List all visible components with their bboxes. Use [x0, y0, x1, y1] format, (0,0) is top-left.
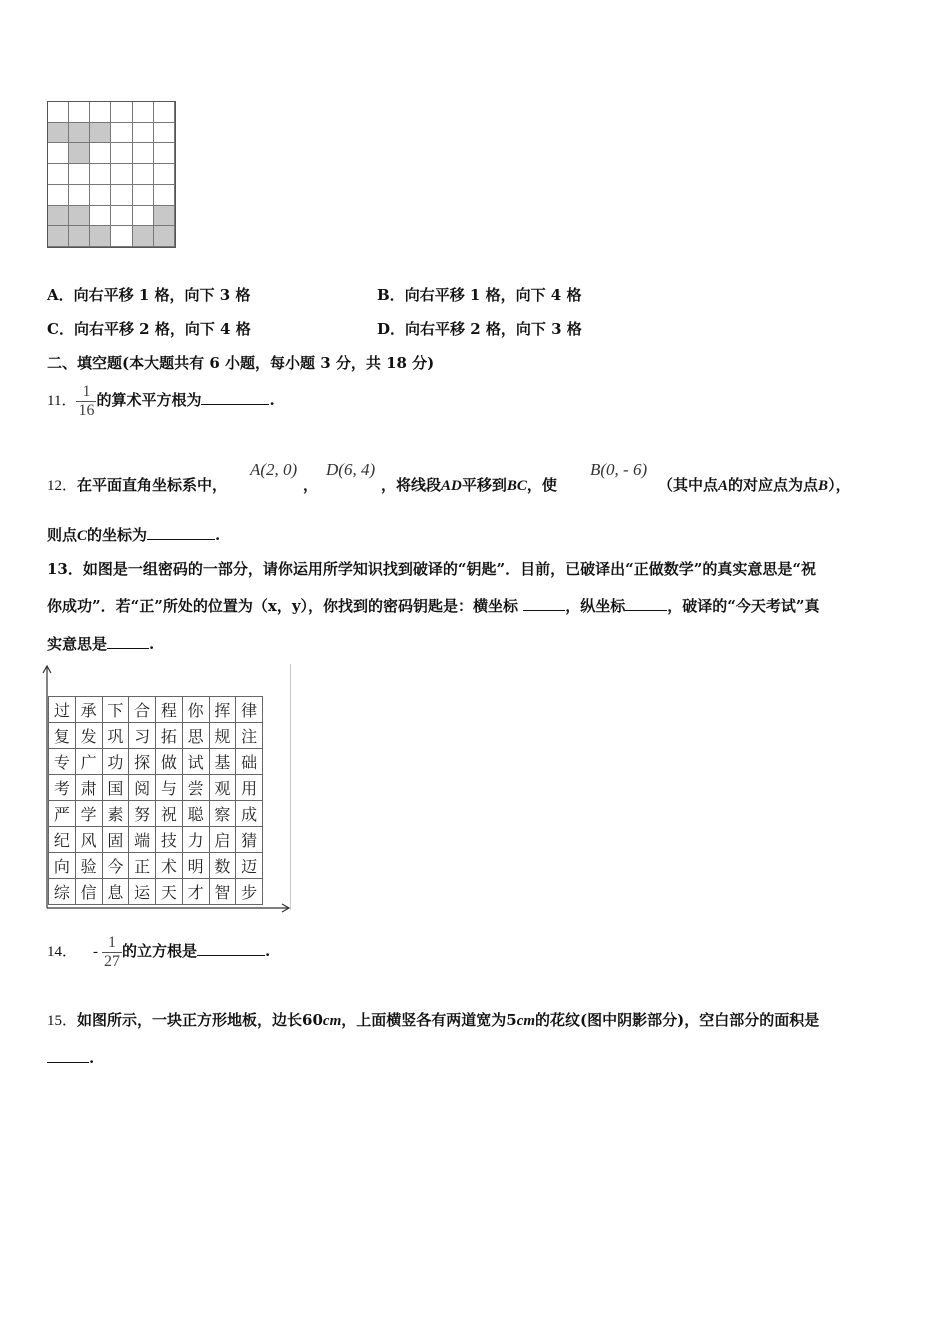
cipher-cell: 综 — [49, 879, 76, 905]
cipher-cell: 素 — [103, 801, 130, 827]
q12-seg-ad: AD — [441, 478, 462, 494]
shaded-grid-cell — [48, 206, 69, 227]
section-title: 二、填空题(本大题共有 6 小题，每小题 3 分，共 18 分) — [47, 354, 435, 372]
q12-text-2: ，将线段 — [381, 476, 442, 494]
option-d-text: 向右平移 2 格，向下 3 格 — [405, 320, 582, 338]
grid-cell — [133, 143, 154, 164]
grid-cell — [90, 102, 111, 123]
grid-cell — [90, 164, 111, 185]
cipher-cell: 功 — [103, 749, 130, 775]
question-14 — [47, 926, 270, 977]
q14-fraction — [102, 934, 122, 971]
shaded-grid-cell — [69, 226, 90, 247]
cipher-cell: 成 — [236, 801, 263, 827]
q14-text: 的立方根是 — [122, 942, 198, 960]
q15-value-1: 60 — [302, 1011, 323, 1029]
cipher-cell: 合 — [129, 697, 156, 723]
cipher-cell: 今 — [103, 853, 130, 879]
cipher-cell: 肃 — [76, 775, 103, 801]
q11-fraction — [76, 383, 96, 420]
cipher-cell: 才 — [183, 879, 210, 905]
cipher-cell: 努 — [129, 801, 156, 827]
cipher-cell: 注 — [236, 723, 263, 749]
option-a — [47, 285, 250, 305]
cipher-cell: 过 — [49, 697, 76, 723]
q12-line2-b: 的坐标为 — [87, 526, 148, 544]
shaded-grid-cell — [133, 226, 154, 247]
shaded-grid-cell — [154, 206, 175, 227]
q12-point-b-letter: B — [818, 478, 829, 494]
question-12-tail — [658, 475, 851, 496]
q12-point-a-letter: A — [718, 478, 729, 494]
grid-cell — [69, 185, 90, 206]
grid-cell — [90, 143, 111, 164]
cipher-cell: 验 — [76, 853, 103, 879]
q13-line3-a: 实意思是 — [47, 635, 108, 653]
cipher-cell: 你 — [183, 697, 210, 723]
q15-answer-blank[interactable] — [47, 1048, 89, 1063]
grid-cell — [133, 102, 154, 123]
question-12-line2 — [47, 525, 220, 546]
grid-cell — [133, 164, 154, 185]
cipher-cell: 数 — [210, 853, 237, 879]
q15-number: 15． — [47, 1013, 78, 1029]
q15-line2 — [47, 1048, 94, 1068]
q12-seg-bc: BC — [506, 478, 527, 494]
q13-line2 — [47, 596, 820, 616]
q15-value-2: 5 — [506, 1011, 517, 1029]
grid-cell — [133, 123, 154, 144]
q12-sep: ， — [303, 476, 319, 494]
cipher-cell: 拓 — [156, 723, 183, 749]
option-a-text: 向右平移 1 格，向下 3 格 — [73, 286, 251, 304]
q12-text-5: （其中点 — [658, 476, 719, 494]
q11-answer-blank[interactable] — [201, 390, 269, 405]
shaded-grid-cell — [90, 226, 111, 247]
q12-end: . — [215, 526, 221, 544]
cipher-cell: 与 — [156, 775, 183, 801]
cipher-cell: 广 — [76, 749, 103, 775]
cipher-cell: 考 — [49, 775, 76, 801]
cipher-cell: 息 — [103, 879, 130, 905]
cipher-cell: 猜 — [236, 827, 263, 853]
q13-line2-c: ，破译的“今天考试”真 — [667, 597, 820, 615]
q11-number: 11． — [47, 393, 77, 409]
cipher-cell: 用 — [236, 775, 263, 801]
q12-point-b: B(0, - 6) — [590, 460, 648, 479]
q12-line2-a: 则点 — [47, 526, 78, 544]
cipher-cell: 技 — [156, 827, 183, 853]
q11-end: . — [269, 391, 275, 409]
grid-figure — [47, 101, 176, 248]
cipher-cell: 风 — [76, 827, 103, 853]
q11-text: 的算术平方根为 — [96, 391, 202, 409]
q12-point-a: A(2, 0) — [250, 460, 298, 479]
grid-cell — [111, 123, 132, 144]
q13-blank-y[interactable] — [625, 596, 667, 611]
cipher-cell: 聪 — [183, 801, 210, 827]
grid-cell — [90, 206, 111, 227]
shaded-grid-cell — [90, 123, 111, 144]
q11-frac-num: 1 — [82, 382, 91, 400]
cipher-cell: 挥 — [210, 697, 237, 723]
q14-frac-den: 27 — [104, 952, 121, 970]
q12-point-c-letter: C — [77, 528, 88, 544]
option-b — [377, 285, 581, 305]
grid-cell — [111, 102, 132, 123]
shaded-grid-cell — [69, 206, 90, 227]
q14-sign: - — [93, 944, 99, 960]
cipher-cell: 端 — [129, 827, 156, 853]
grid-cell — [154, 102, 175, 123]
option-c-text: 向右平移 2 格，向下 4 格 — [73, 320, 251, 338]
cipher-cell: 承 — [76, 697, 103, 723]
cipher-cell: 迈 — [236, 853, 263, 879]
grid-cell — [48, 143, 69, 164]
question-12-mid — [381, 475, 557, 496]
q15-line1 — [47, 1010, 819, 1031]
cipher-cell: 纪 — [49, 827, 76, 853]
q13-line3-b: . — [149, 635, 155, 653]
grid-cell — [48, 164, 69, 185]
cipher-cell: 规 — [210, 723, 237, 749]
cipher-cell: 正 — [129, 853, 156, 879]
q14-end: . — [265, 942, 271, 960]
grid-cell — [69, 164, 90, 185]
cipher-cell: 试 — [183, 749, 210, 775]
cipher-cell: 律 — [236, 697, 263, 723]
shaded-grid-cell — [154, 226, 175, 247]
grid-cell — [111, 226, 132, 247]
q15-unit-1: cm — [322, 1013, 342, 1029]
q12-text-3: 平移到 — [461, 476, 507, 494]
cipher-cell: 思 — [183, 723, 210, 749]
cipher-cell: 国 — [103, 775, 130, 801]
cipher-cell: 巩 — [103, 723, 130, 749]
cipher-cell: 观 — [210, 775, 237, 801]
cipher-cell: 专 — [49, 749, 76, 775]
cipher-cell: 术 — [156, 853, 183, 879]
q12-number: 12． — [47, 478, 78, 494]
cipher-cell: 尝 — [183, 775, 210, 801]
grid-cell — [69, 102, 90, 123]
cipher-cell: 复 — [49, 723, 76, 749]
option-d-label: D． — [377, 320, 406, 338]
cipher-cell: 做 — [156, 749, 183, 775]
cipher-cell: 发 — [76, 723, 103, 749]
cipher-cell: 力 — [183, 827, 210, 853]
q12-text-7: ）， — [828, 476, 851, 494]
q13-blank-meaning[interactable] — [107, 634, 149, 649]
cipher-cell: 祝 — [156, 801, 183, 827]
q15-text-3: 的花纹(图中阴影部分)，空白部分的面积是 — [535, 1011, 820, 1029]
cipher-cell: 严 — [49, 801, 76, 827]
question-11 — [47, 378, 275, 423]
shaded-grid-cell — [69, 143, 90, 164]
cipher-cell: 启 — [210, 827, 237, 853]
option-d — [377, 319, 582, 339]
cipher-cell: 探 — [129, 749, 156, 775]
cipher-cell: 信 — [76, 879, 103, 905]
shaded-grid-cell — [48, 226, 69, 247]
cipher-cell: 明 — [183, 853, 210, 879]
cipher-cell: 天 — [156, 879, 183, 905]
cipher-cell: 智 — [210, 879, 237, 905]
grid-cell — [111, 206, 132, 227]
grid-cell — [154, 123, 175, 144]
grid-cell — [111, 185, 132, 206]
grid-cell — [90, 185, 111, 206]
option-b-label: B． — [377, 286, 405, 304]
option-c — [47, 319, 251, 339]
cipher-cell: 基 — [210, 749, 237, 775]
cipher-cell: 察 — [210, 801, 237, 827]
cipher-cell: 下 — [103, 697, 130, 723]
q13-line2-a: 你成功”．若“正”所处的位置为（x，y），你找到的密码钥匙是：横坐标 — [47, 597, 519, 615]
grid-cell — [48, 102, 69, 123]
grid-cell — [133, 206, 154, 227]
cipher-cell: 学 — [76, 801, 103, 827]
cipher-cell: 向 — [49, 853, 76, 879]
q13-line2-b: ，纵坐标 — [565, 597, 626, 615]
grid-cell — [154, 164, 175, 185]
cipher-cell: 运 — [129, 879, 156, 905]
q14-frac-num: 1 — [108, 933, 117, 951]
option-b-text: 向右平移 1 格，向下 4 格 — [404, 286, 582, 304]
q12-text-6: 的对应点为点 — [728, 476, 819, 494]
option-c-label: C． — [47, 320, 74, 338]
q12-text-1: 在平面直角坐标系中， — [77, 476, 228, 494]
q15-text-2: ，上面横竖各有两道宽为 — [341, 1011, 507, 1029]
shaded-grid-cell — [48, 123, 69, 144]
q14-number: 14． — [47, 944, 78, 960]
grid-cell — [154, 185, 175, 206]
cipher-cell: 础 — [236, 749, 263, 775]
cipher-cell: 步 — [236, 879, 263, 905]
q12-point-d: D(6, 4) — [326, 460, 376, 479]
shaded-grid-cell — [69, 123, 90, 144]
q13-blank-x[interactable] — [523, 596, 565, 611]
q15-unit-2: cm — [516, 1013, 536, 1029]
option-a-label: A． — [47, 286, 74, 304]
q12-text-4: ，使 — [526, 476, 557, 494]
q13-line1: 13．如图是一组密码的一部分，请你运用所学知识找到破译的“钥匙”．目前，已破译出“正做数学”的真实意思是“祝 — [47, 560, 817, 578]
grid-cell — [48, 185, 69, 206]
q15-text-1: 如图所示，一块正方形地板，边长 — [77, 1011, 303, 1029]
q12-answer-blank[interactable] — [147, 525, 215, 540]
grid-cell — [154, 143, 175, 164]
q15-end: . — [89, 1049, 95, 1067]
cipher-cell: 阅 — [129, 775, 156, 801]
grid-cell — [133, 185, 154, 206]
cipher-cell: 固 — [103, 827, 130, 853]
cipher-table — [48, 696, 263, 905]
q11-frac-den: 16 — [78, 401, 95, 419]
grid-cell — [111, 164, 132, 185]
question-12-line1 — [47, 475, 227, 496]
cipher-cell: 程 — [156, 697, 183, 723]
cipher-cell: 习 — [129, 723, 156, 749]
grid-cell — [111, 143, 132, 164]
q14-answer-blank[interactable] — [197, 941, 265, 956]
q13-line3 — [47, 634, 154, 654]
